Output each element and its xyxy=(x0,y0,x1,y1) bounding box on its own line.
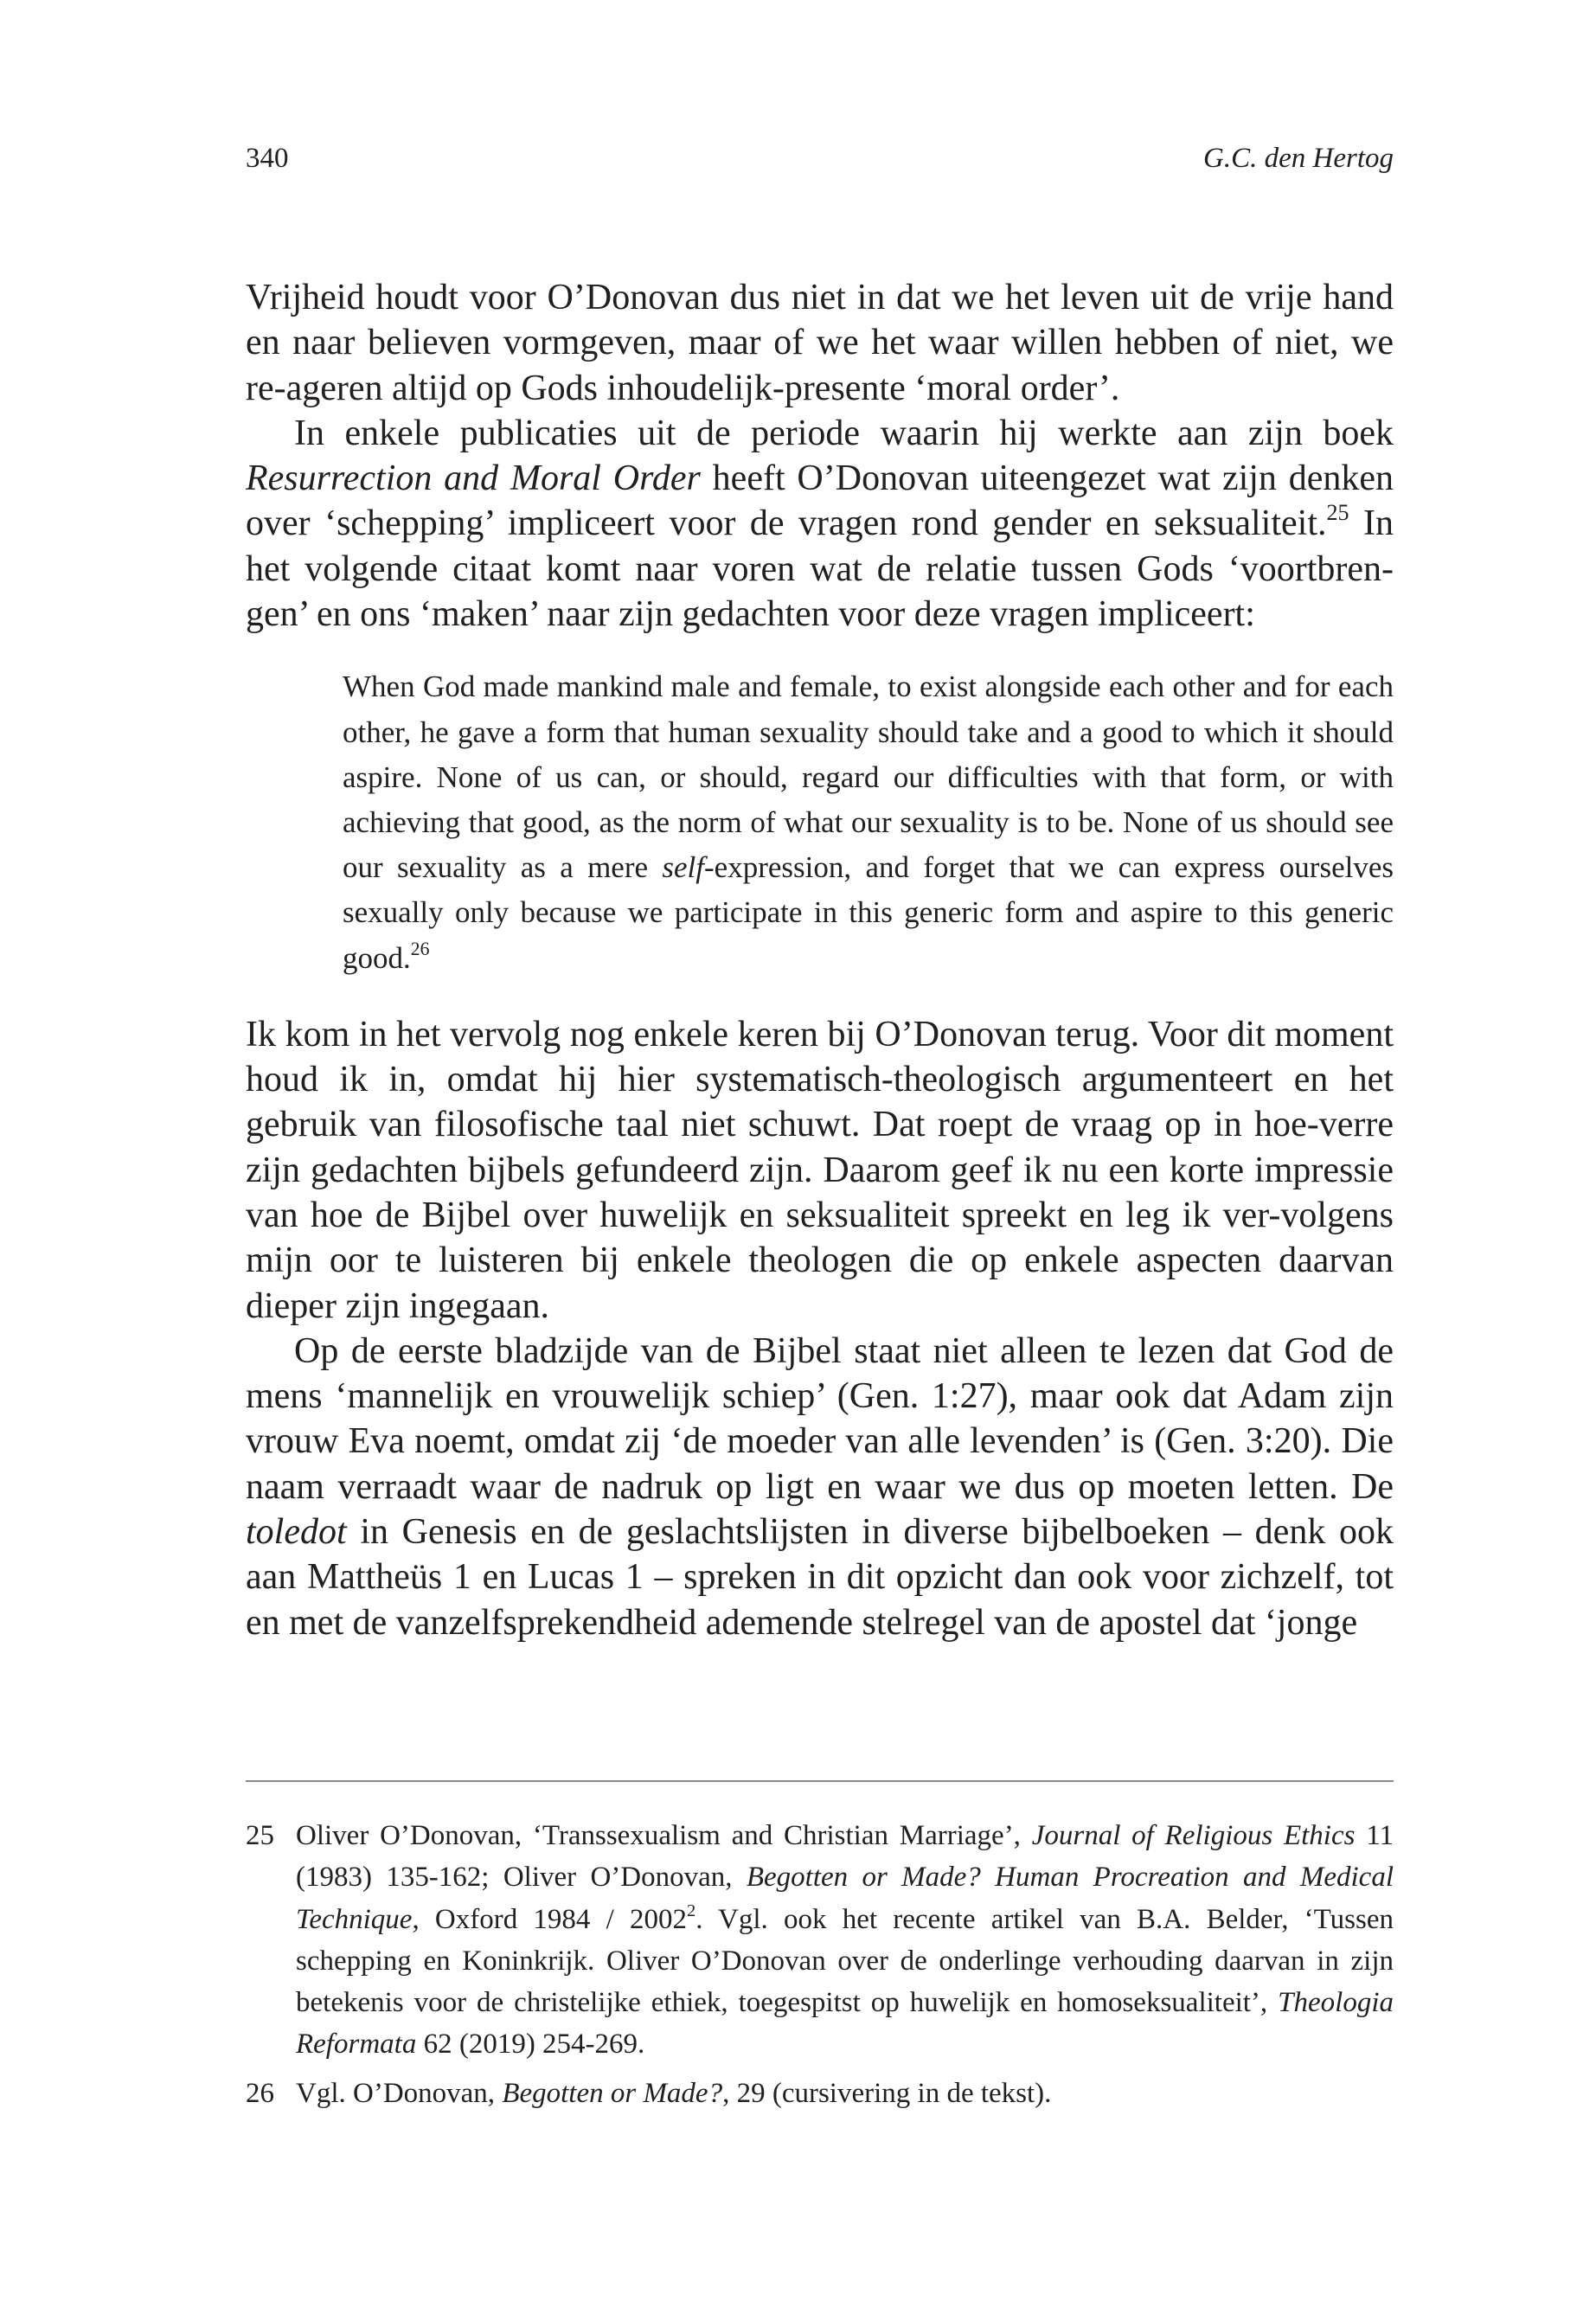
footnote-text: Oliver O’Donovan, ‘Transsexualism and Christian Marriage’, xyxy=(296,1820,1032,1851)
running-head-author: G.C. den Hertog xyxy=(1203,143,1394,174)
footnote-text: . Vgl. ook het recente artikel van B.A. Belder, ‘Tussen schepping en Koninkrijk. Oliver O’Donovan over de onderlinge verhouding daarvan in zijn betekenis voor de christelijke ethiek, toegespitst op huwelijk en homoseksualiteit’, xyxy=(296,1903,1394,2019)
footnote-ref-26[interactable]: 26 xyxy=(410,939,430,960)
paragraph-4-text-a: Op de eerste bladzijde van de Bijbel staat niet alleen te lezen dat God de mens ‘mannelijk en vrouwelijk schiep’ (Gen. 1:27), maar ook dat Adam zijn vrouw Eva noemt, omdat zij ‘de moeder van alle levenden’ is (Gen. 3:20). Die naam verraadt waar de nadruk op ligt en waar we dus op moeten letten. De xyxy=(246,1330,1394,1507)
footnote-divider xyxy=(246,1780,1394,1782)
quote-text-a: When God made mankind male and female, to exist alongside each other and for each other, he gave a form that human sexuality should take and a good to which it should aspire. None of us can, or should, regard our difficulties with that form, or with achieving that good, as the norm of what our sexuality is to be. None of us should see our sexuality as a mere xyxy=(343,670,1394,885)
footnote-ref-25[interactable]: 25 xyxy=(1326,500,1349,526)
edition-superscript: 2 xyxy=(686,1900,696,1920)
term-toledot: toledot xyxy=(246,1512,347,1553)
footnotes xyxy=(246,1815,1394,2121)
journal-title: Journal of Religious Ethics xyxy=(1031,1820,1356,1851)
book-title: Begotten or Made? Human Procreation and Medical Technique xyxy=(296,1862,1394,1935)
paragraph-4-text-b: in Genesis en de geslachtslijsten in diverse bijbelboeken – denk ook aan Mattheüs 1 en Lucas 1 – spreken in dit opzicht dan ook voor zichzelf, tot en met de vanzelfsprekendheid ademende stelregel van de apostel dat ‘jonge xyxy=(246,1512,1394,1643)
footnote-text: Vgl. O’Donovan, xyxy=(296,2077,503,2109)
footnote-number: 25 xyxy=(246,1820,274,1851)
quote-emphasis-self: self xyxy=(662,850,704,885)
footnote-25 xyxy=(246,1815,1394,2066)
paragraph-4 xyxy=(246,1329,1394,1645)
page-header xyxy=(246,137,1394,180)
paragraph-2-text-b: heeft O’Donovan uiteengezet wat zijn denken over ‘schepping’ impliceert voor de vragen rond gender en seksualiteit. xyxy=(246,458,1394,544)
footnote-text: , 29 (cursivering in de tekst). xyxy=(722,2077,1052,2109)
paragraph-3: Ik kom in het vervolg nog enkele keren bij O’Donovan terug. Voor dit moment houd ik in, omdat hij hier systematisch-theologisch argumenteert en het gebruik van filosofische taal niet schuwt. Dat roept de vraag op in hoe-verre zijn gedachten bijbels gefundeerd zijn. Daarom geef ik nu een korte impressie van hoe de Bijbel over huwelijk en seksualiteit spreekt en leg ik ver-volgens mijn oor te luisteren bij enkele theologen die op enkele aspecten daarvan dieper zijn ingegaan. xyxy=(246,1014,1394,1326)
footnote-26 xyxy=(246,2073,1394,2114)
footnote-text: 62 (2019) 254-269. xyxy=(416,2029,645,2061)
journal-title: Theologia Reformata xyxy=(296,1987,1394,2061)
book-title-resurrection: Resurrection and Moral Order xyxy=(246,458,701,499)
footnote-text: , Oxford 1984 / 2002 xyxy=(412,1903,687,1935)
paragraph-2-text-c: In het volgende citaat komt naar voren wat de relatie tussen Gods ‘voortbren-gen’ en ons ‘maken’ naar zijn gedachten voor deze vragen impliceert: xyxy=(246,503,1394,635)
footnote-text: 11 (1983) 135-162; Oliver O’Donovan, xyxy=(296,1820,1394,1894)
quote-text-b: -expression, and forget that we can express ourselves sexually only because we participate in this generic form and aspire to this generic good. xyxy=(343,850,1394,975)
footnote-number: 26 xyxy=(246,2077,274,2109)
page-number: 340 xyxy=(246,143,289,174)
main-text xyxy=(246,275,1394,1645)
paragraph-2 xyxy=(246,411,1394,637)
book-title: Begotten or Made? xyxy=(502,2077,723,2109)
paragraph-1: Vrijheid houdt voor O’Donovan dus niet in dat we het leven uit de vrije hand en naar believen vormgeven, maar of we het waar willen hebben of niet, we re-ageren altijd op Gods inhoudelijk-presente ‘moral order’. xyxy=(246,278,1394,408)
paragraph-2-text-a: In enkele publicaties uit de periode waarin hij werkte aan zijn boek xyxy=(294,413,1394,453)
block-quote xyxy=(343,664,1394,980)
